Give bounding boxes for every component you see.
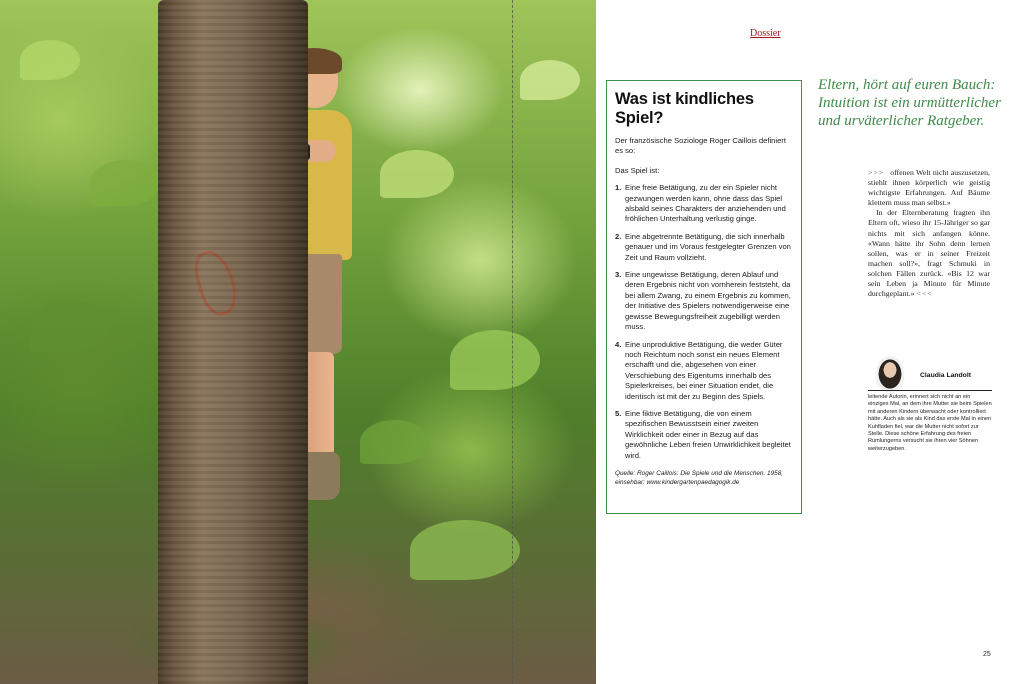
item-number: 4. <box>615 339 622 349</box>
body-text <box>868 168 990 299</box>
info-box-title: Was ist kindliches Spiel? <box>615 90 754 127</box>
definition-item <box>615 340 793 402</box>
leaf <box>20 40 80 80</box>
tree-trunk <box>158 0 308 684</box>
info-box <box>606 80 802 514</box>
item-text: Eine fiktive Betätigung, die von einem spezifischen Bewusstsein einer zweiten Wirklichkeit oder einer in Bezug auf das gewöhnliche Leben freien Unwirklichkeit begleitet wird. <box>625 408 791 460</box>
paragraph-text: offenen Welt nicht auszusetzen, stiehlt ihnen körperlich wie geistig wichtigste Erfahrungen. Auf Bäume klettern muss man selbst.» <box>868 168 990 208</box>
info-box-intro: Der französische Soziologe Roger Caillois definiert es so: <box>615 136 786 156</box>
item-text: Eine freie Betätigung, zu der ein Spieler nicht gezwungen werden kann, ohne dass das Spiel alsbald seines Charakters der anziehenden und fröhlichen Unterhaltung verlustig ginge. <box>625 183 786 224</box>
continuation-marker: >>> <box>868 168 885 177</box>
author-divider <box>868 390 992 391</box>
page-number: 25 <box>983 651 991 658</box>
leaf <box>410 520 520 580</box>
item-number: 1. <box>615 183 622 193</box>
item-number: 3. <box>615 270 622 280</box>
trunk-marking <box>190 246 242 319</box>
info-box-lead: Das Spiel ist: <box>615 165 660 175</box>
leaf <box>90 160 160 206</box>
definition-item <box>615 270 793 332</box>
definition-item <box>615 232 793 263</box>
source-citation: Quelle: Roger Caillois: Die Spiele und die Menschen. 1958, einsehbar: www.kindergartenpaedagogik.de <box>615 469 784 486</box>
leaf <box>380 150 454 198</box>
item-text: Eine ungewisse Betätigung, deren Ablauf und deren Ergebnis nicht von vornherein feststeht, da bei allem Zwang, zu einem Ergebnis zu kommen, der Initiative des Spielers notwendigerweise eine gewisse Bewegungsfreiheit zugebilligt werden muss. <box>625 270 791 332</box>
author-portrait <box>876 356 904 392</box>
body-paragraph <box>868 208 990 299</box>
end-marker: <<< <box>916 289 933 299</box>
pull-quote: Eltern, hört auf euren Bauch: Intuition ist ein urmütterlicher und urväterlicher Ratgeber. <box>818 77 1001 129</box>
paragraph-text: In der Elternberatung fragten ihn Eltern oft, wieso ihr 15-Jähriger so gar nichts mit sich anfangen könne. «Wann hätte ihr Sohn denn lernen sollen, was er in seiner Freizeit machen soll?», fragt Schmuki in solchen Fällen zurück. «Bis 12 war sein Leben ja Minute für Minute durchgeplant.» <box>868 208 990 299</box>
body-paragraph <box>868 168 990 208</box>
item-text: Eine unproduktive Betätigung, die weder Güter noch Reichtum noch sonst ein neues Element erschafft und die, abgesehen von einer Verschiebung des Eigentums innerhalb des Spielerkreises, bei einer Situation endet, die identisch ist mit der zu Beginn des Spiels. <box>625 339 783 401</box>
author-bio: leitende Autorin, erinnert sich nicht an ein einziges Mal, an dem ihre Mutter sie beim Spielen mit anderen Kindern überwacht oder kontrolliert hätte. Auch als sie als Kind das erste Mal in einen Kuhfladen fiel, war die Mutter nicht sofort zur Stelle. Diese schöne Erfahrung des freien Rumlungerns versucht sie ihren vier Söhnen weiterzugeben. <box>868 394 992 452</box>
definition-list <box>615 183 793 461</box>
section-label: Dossier <box>750 28 781 39</box>
item-number: 2. <box>615 231 622 241</box>
item-text: Eine abgetrennte Betätigung, die sich innerhalb genauer und im Voraus festgelegter Grenzen von Zeit und Raum vollzieht. <box>625 231 791 262</box>
definition-item <box>615 409 793 461</box>
leaf <box>450 330 540 390</box>
leaf <box>520 60 580 100</box>
page-gutter <box>512 0 513 684</box>
item-number: 5. <box>615 408 622 418</box>
leaf <box>360 420 430 464</box>
definition-item <box>615 183 793 225</box>
author-name: Claudia Landolt <box>920 372 971 379</box>
leaf <box>30 300 110 352</box>
